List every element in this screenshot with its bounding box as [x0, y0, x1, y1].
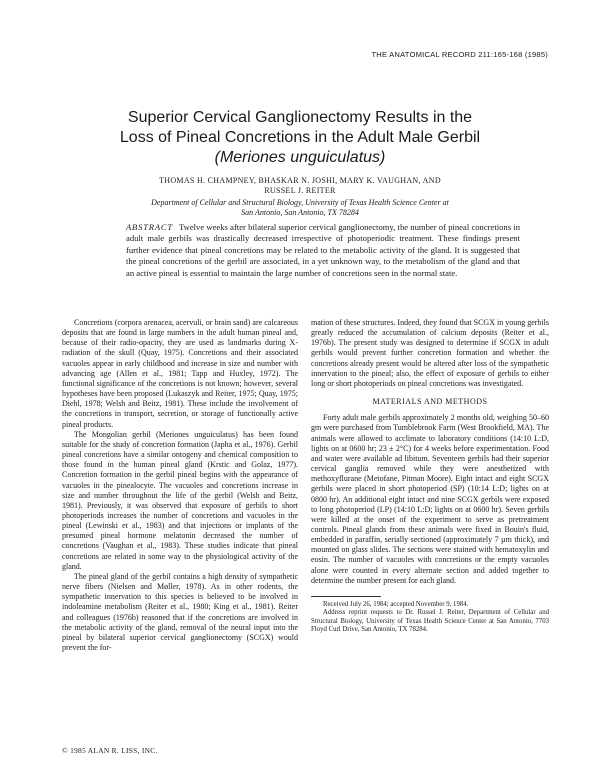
author-line-1: THOMAS H. CHAMPNEY, BHASKAR N. JOSHI, MARY K. VAUGHAN, AND [159, 176, 441, 185]
abstract-text: Twelve weeks after bilateral superior cervical ganglionectomy, the number of pineal concretions in adult male gerbils was drastically decreased irrespective of photoperiodic treatment. These findings present further evidence that pineal concretions may be related to the metabolic activity of the gland. It is suggested that the pineal concretions of the gerbil are associated, in a yet unknown way, to the metabolism of the gland and that an active pineal is essential to maintain the large number of concretions seen in the normal state. [126, 222, 520, 278]
title-line-2: Loss of Pineal Concretions in the Adult Male Gerbil [119, 129, 481, 146]
intro-paragraph-3: The pineal gland of the gerbil contains a high density of sympathetic nerve fibers (Nielsen and Møller, 1978). As in other rodents, the sympathetic innervation to this species is believed to be involved in indoleamine metabolism (Reiter et al., 1980; King et al., 1981). Reiter and colleagues (1976b) reasoned that if the concretions are involved in the metabolic activity of the gland, removal of the neural input into the pineal by bilateral superior cervical ganglionectomy (SCGX) would prevent the for- [62, 571, 298, 652]
left-column [62, 318, 298, 653]
title-line-1: Superior Cervical Ganglionectomy Results in the [127, 109, 473, 126]
intro-paragraph-continued: mation of these structures. Indeed, they found that SCGX in young gerbils greatly reduced the accumulation of calcium deposits (Reiter et al., 1976b). The present study was designed to determine if SCGX in adult gerbils would prevent further concretion formation and whether the concretions already present would be altered after loss of the sympathetic innervation to the pineal; also, the effect of exposure of gerbils to either long or short photoperiods on pineal concretions was investigated. [311, 318, 549, 388]
right-column [311, 318, 549, 635]
affiliation-line-1: Department of Cellular and Structural Biology, University of Texas Health Science Center at [151, 198, 449, 207]
journal-header: THE ANATOMICAL RECORD 211:165-168 (1985) [371, 50, 548, 59]
article-title [60, 108, 540, 168]
footnote-divider [311, 596, 381, 597]
affiliation-line-2: San Antonio, San Antonio, TX 78284 [241, 208, 359, 217]
affiliation [70, 198, 530, 218]
author-list [60, 176, 540, 196]
methods-paragraph: Forty adult male gerbils approximately 2 months old, weighing 50–60 gm were purchased from Tumblebrook Farm (West Brookfield, MA). The animals were allowed to acclimate to laboratory conditions (14:10 L:D, lights on at 0600 hr; 23 ± 2°C) for 4 weeks before experimentation. Food and water were available ad libitum. Seventeen gerbils had their superior cervical ganglia removed while they were anesthetized with methoxyflurane (Metofane, Pitman Moore). Eight intact and eight SCGX gerbils were placed in short photoperiod (SP) (10:14 L:D; lights on at 0800 hr). An additional eight intact and nine SCGX gerbils were exposed to long photoperiod (LP) (14:10 L:D; lights on at 0600 hr). Seven gerbils were killed at the onset of the experiment to serve as pretreatment controls. Pineal glands from these animals were fixed in Bouin's fluid, embedded in paraffin, serially sectioned (approximately 7 µm thick), and mounted on glass slides. The sections were stained with hematoxylin and eosin. The number of vacuoles with concretions or the empty vacuoles alone were counted in every alternate section and added together to determine the number present for each gland. [311, 413, 549, 585]
author-line-2: RUSSEL J. REITER [264, 186, 336, 195]
abstract-label: ABSTRACT [126, 222, 173, 232]
footnote-reprints: Address reprint requests to Dr. Russel J. Reiter, Department of Cellular and Structural Biology, University of Texas Health Science Center at San Antonio, 7703 Floyd Curl Drive, San Antonio, TX 78284. [311, 609, 549, 634]
footnote-received: Received July 26, 1984; accepted November 9, 1984. [323, 600, 469, 608]
copyright-notice: © 1985 ALAN R. LISS, INC. [62, 746, 158, 755]
title-line-3: (Meriones unguiculatus) [214, 149, 386, 166]
intro-paragraph-1: Concretions (corpora arenacea, acervuli, or brain sand) are calcareous deposits that are found in large numbers in the adult human pineal and, because of their radio-opacity, they are used as landmarks during X-radiation of the skull (Quay, 1975). Concretions and their associated vacuoles appear in early childhood and increase in size and number with advancing age (Allen et al., 1981; Tapp and Huxley, 1972). The functional significance of the concretions is not known; however, several hypotheses have been proposed (Lukaszyk and Reiter, 1975; Quay, 1975; Diehl, 1978; Welsh and Beitz, 1981). These include the involvement of the concretions in transport, secretion, or storage of functionally active pineal products. [62, 318, 298, 429]
section-heading-methods: MATERIALS AND METHODS [372, 397, 488, 407]
abstract [126, 222, 520, 279]
intro-paragraph-2: The Mongolian gerbil (Meriones unguiculatus) has been found suitable for the study of concretion formation (Japha et al., 1976). Gerbil pineal concretions have a similar ontogeny and chemical composition to those found in the human pineal gland (Krstic and Golaz, 1977). Concretion formation in the gerbil pineal begins with the appearance of vacuoles in the pinealocyte. The vacuoles and concretions increase in size and number throughout the life of the gerbil (Welsh and Beitz, 1981). Previously, it was observed that exposure of gerbils to short photoperiods increases the number of concretions and vacuoles in the pineal (Lewinski et al., 1983) and that injections or implants of the presumed pineal hormone melatonin decreased the number of concretions (Vaughan et al., 1983). These studies indicate that pineal concretions are related in some way to the physiological activity of the gland. [62, 429, 298, 571]
